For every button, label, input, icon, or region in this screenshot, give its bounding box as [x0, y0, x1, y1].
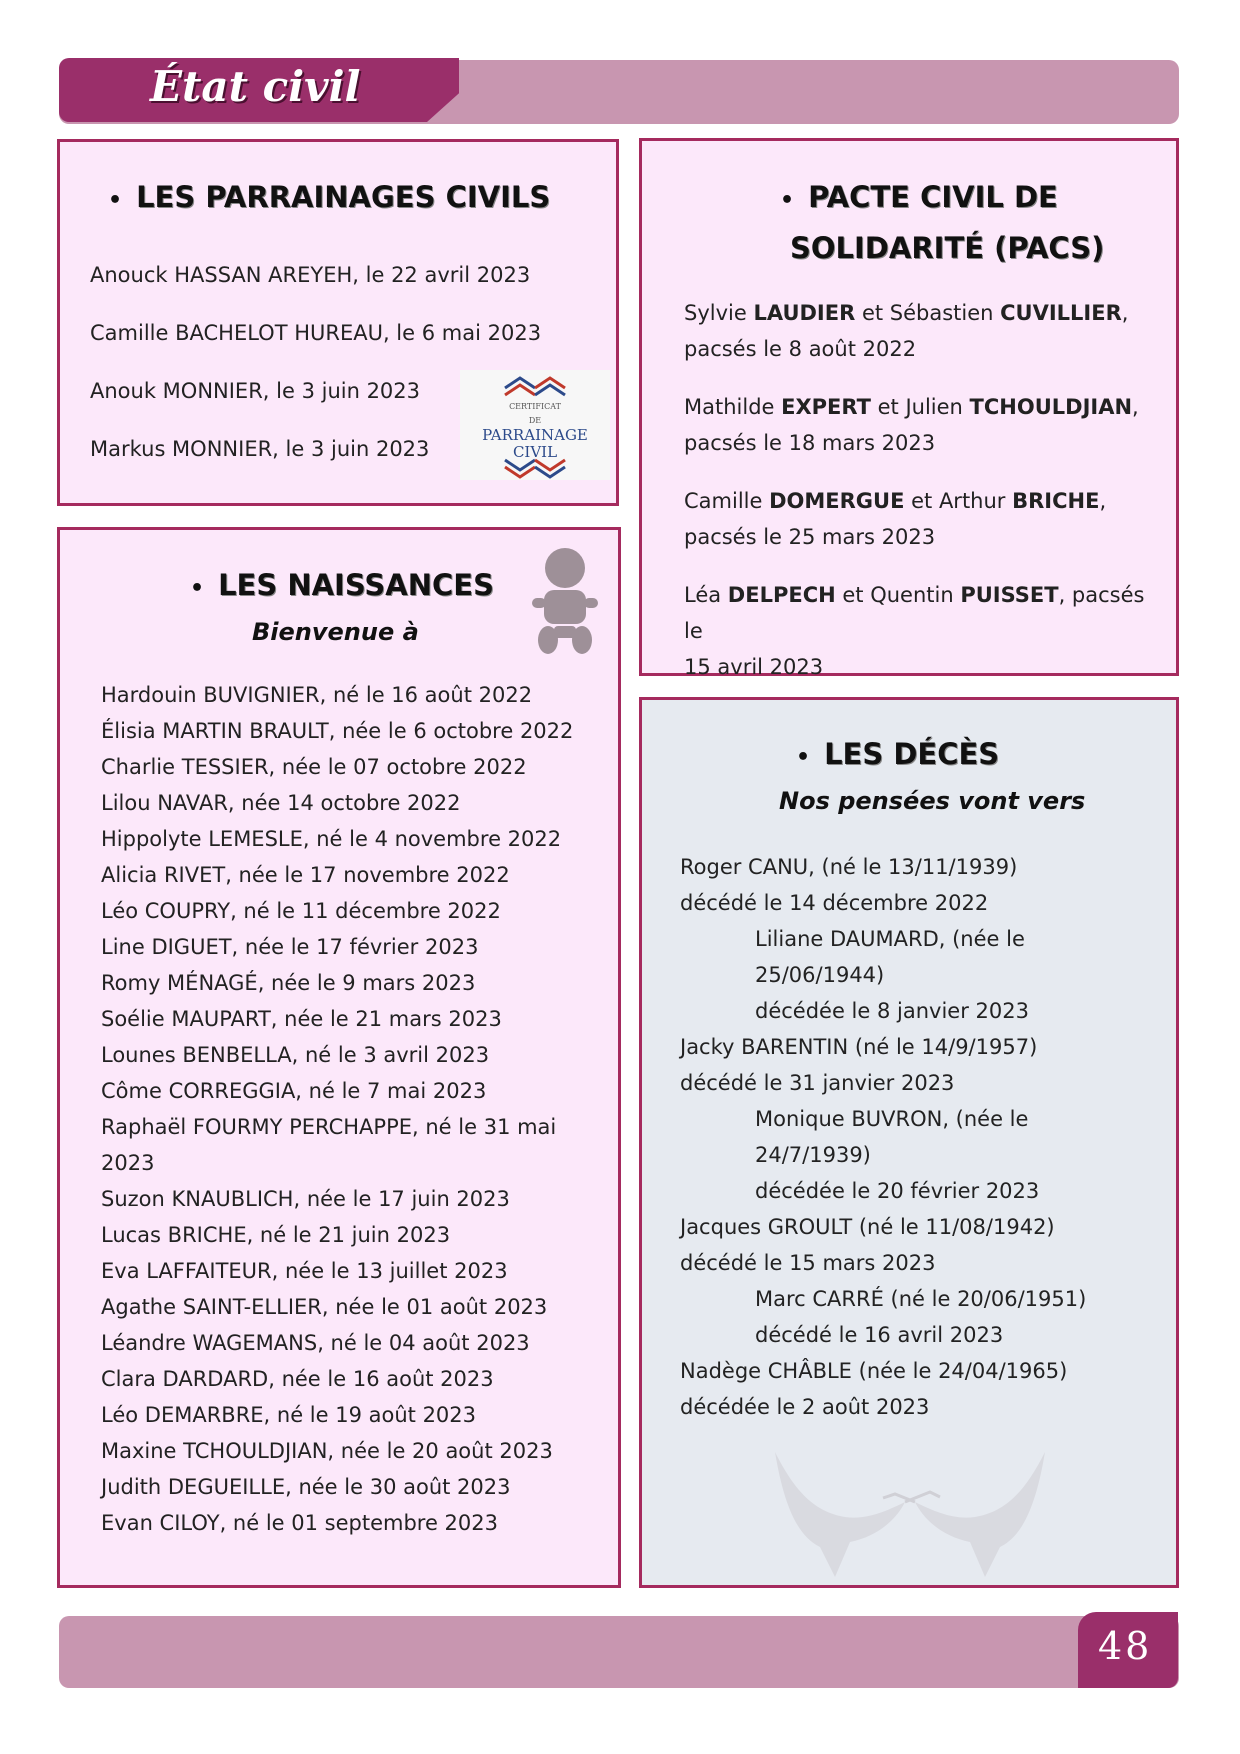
parrainage-entry: Markus MONNIER, le 3 juin 2023	[90, 437, 430, 461]
birth-entry: Élisia MARTIN BRAULT, née le 6 octobre 2022	[101, 719, 574, 743]
parrainage-entry: Anouck HASSAN AREYEH, le 22 avril 2023	[90, 263, 531, 287]
certificate-text: PARRAINAGE	[482, 426, 588, 444]
naissances-subheading: Bienvenue à	[252, 618, 419, 646]
birth-entry: Alicia RIVET, née le 17 novembre 2022	[101, 863, 510, 887]
naissances-heading: • LES NAISSANCES	[190, 568, 495, 602]
death-entry: décédée le 20 février 2023	[755, 1179, 1040, 1203]
pacs-entry: Mathilde EXPERT et Julien TCHOULDJIAN, pacsés le 18 mars 2023	[684, 395, 1139, 455]
birth-entry: Suzon KNAUBLICH, née le 17 juin 2023	[101, 1187, 510, 1211]
parrainage-entry: Camille BACHELOT HUREAU, le 6 mai 2023	[90, 321, 542, 345]
birth-entry: Côme CORREGGIA, né le 7 mai 2023	[101, 1079, 487, 1103]
death-entry: décédée le 8 janvier 2023	[755, 999, 1029, 1023]
birth-entry: Lilou NAVAR, née 14 octobre 2022	[101, 791, 461, 815]
page-title: État civil	[150, 62, 361, 111]
parrainages-heading: • LES PARRAINAGES CIVILS	[108, 180, 551, 214]
death-entry: décédé le 15 mars 2023	[680, 1251, 936, 1275]
death-entry: décédé le 16 avril 2023	[755, 1323, 1004, 1347]
deces-heading: • LES DÉCÈS	[796, 737, 1000, 771]
parrainage-entry: Anouk MONNIER, le 3 juin 2023	[90, 379, 421, 403]
birth-entry: Hippolyte LEMESLE, né le 4 novembre 2022	[101, 827, 562, 851]
death-entry: décédé le 14 décembre 2022	[680, 891, 989, 915]
birth-entry: Lucas BRICHE, né le 21 juin 2023	[101, 1223, 451, 1247]
naissances-list	[101, 677, 573, 1541]
pacs-entry: Sylvie LAUDIER et Sébastien CUVILLIER, pacsés le 8 août 2022	[684, 301, 1129, 361]
parrainage-certificate-logo	[460, 370, 610, 480]
death-entry: décédée le 2 août 2023	[680, 1395, 930, 1419]
birth-entry: Judith DEGUEILLE, née le 30 août 2023	[101, 1475, 511, 1499]
certificate-text: CIVIL	[512, 443, 558, 461]
death-entry: Jacky BARENTIN (né le 14/9/1957)	[680, 1035, 1038, 1059]
birth-entry: 2023	[101, 1151, 155, 1175]
death-entry: 25/06/1944)	[755, 963, 885, 987]
pacs-entry: Léa DELPECH et Quentin PUISSET, pacsés le 15 avril 2023	[684, 583, 1145, 679]
death-entry: Roger CANU, (né le 13/11/1939)	[680, 855, 1018, 879]
pacs-heading-line2: SOLIDARITÉ (PACS)	[790, 231, 1105, 265]
death-entry: Jacques GROULT (né le 11/08/1942)	[680, 1215, 1055, 1239]
death-entry: décédé le 31 janvier 2023	[680, 1071, 955, 1095]
birth-entry: Line DIGUET, née le 17 février 2023	[101, 935, 479, 959]
birth-entry: Clara DARDARD, née le 16 août 2023	[101, 1367, 494, 1391]
death-entry: Marc CARRÉ (né le 20/06/1951)	[755, 1287, 1087, 1311]
birth-entry: Eva LAFFAITEUR, née le 13 juillet 2023	[101, 1259, 508, 1283]
birth-entry: Maxine TCHOULDJIAN, née le 20 août 2023	[101, 1439, 553, 1463]
birth-entry: Charlie TESSIER, née le 07 octobre 2022	[101, 755, 527, 779]
death-entry: 24/7/1939)	[755, 1143, 871, 1167]
footer-bar	[59, 1616, 1179, 1688]
deces-subheading: Nos pensées vont vers	[779, 787, 1086, 815]
page-number: 48	[1098, 1624, 1153, 1668]
pacs-list	[684, 295, 1164, 707]
birth-entry: Hardouin BUVIGNIER, né le 16 août 2022	[101, 683, 533, 707]
flag-chevrons-icon	[460, 370, 610, 480]
doves-icon	[755, 1432, 1065, 1582]
birth-entry: Agathe SAINT-ELLIER, née le 01 août 2023	[101, 1295, 548, 1319]
death-entry: Nadège CHÂBLE (née le 24/04/1965)	[680, 1359, 1068, 1383]
certificate-text: CERTIFICAT	[509, 402, 561, 411]
birth-entry: Léo COUPRY, né le 11 décembre 2022	[101, 899, 501, 923]
birth-entry: Lounes BENBELLA, né le 3 avril 2023	[101, 1043, 490, 1067]
death-entry: Liliane DAUMARD, (née le	[755, 927, 1025, 951]
pacs-entry: Camille DOMERGUE et Arthur BRICHE, pacsés le 25 mars 2023	[684, 489, 1107, 549]
certificate-text: DE	[528, 416, 542, 425]
birth-entry: Romy MÉNAGÉ, née le 9 mars 2023	[101, 971, 476, 995]
pacs-heading: • PACTE CIVIL DE	[780, 180, 1058, 214]
death-entry: Monique BUVRON, (née le	[755, 1107, 1029, 1131]
birth-entry: Evan CILOY, né le 01 septembre 2023	[101, 1511, 498, 1535]
birth-entry: Léandre WAGEMANS, né le 04 août 2023	[101, 1331, 530, 1355]
deces-list	[680, 849, 1086, 1425]
birth-entry: Léo DEMARBRE, né le 19 août 2023	[101, 1403, 477, 1427]
birth-entry: Soélie MAUPART, née le 21 mars 2023	[101, 1007, 502, 1031]
birth-entry: Raphaël FOURMY PERCHAPPE, né le 31 mai	[101, 1115, 557, 1139]
baby-icon	[530, 546, 600, 661]
